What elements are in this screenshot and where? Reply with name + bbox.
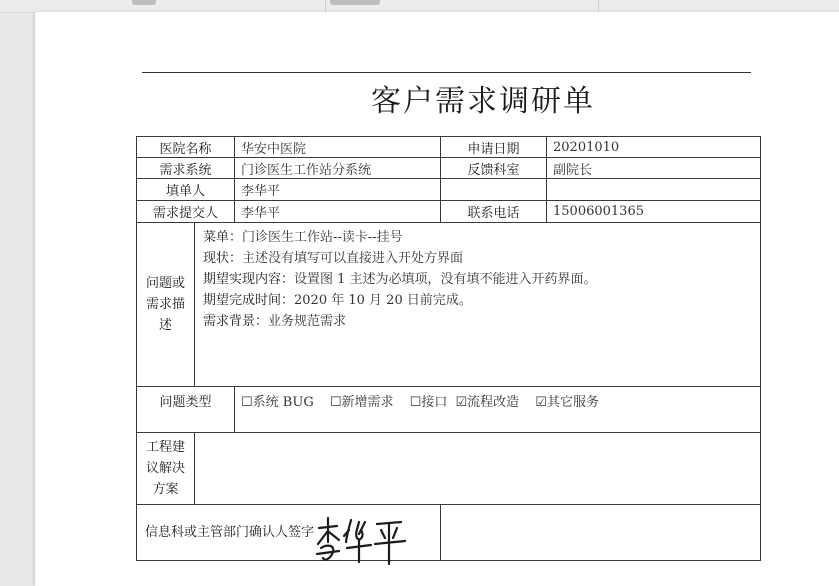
requirement-form-table	[136, 136, 761, 561]
option-other-service: ☑其它服务	[535, 395, 599, 410]
tab-handle[interactable]	[330, 0, 380, 5]
signature-label: 信息科或主管部门确认人签字	[137, 505, 441, 561]
problem-type-options	[235, 387, 761, 433]
tab-divider	[325, 0, 326, 12]
checkbox-checked-icon: ☑	[455, 395, 468, 410]
solution-value	[195, 433, 761, 505]
hospital-value: 华安中医院	[235, 137, 441, 158]
submitter-label: 需求提交人	[137, 201, 235, 223]
document-page	[35, 12, 839, 586]
filler-label: 填单人	[137, 179, 235, 201]
desc-line-expected: 期望实现内容：设置图 1 主述为必填项，没有填不能进入开药界面。	[203, 272, 597, 287]
problem-type-row	[137, 387, 761, 433]
handwritten-signature	[313, 512, 413, 566]
filler-value: 李华平	[235, 179, 441, 201]
signature-row	[137, 505, 761, 561]
desc-line-background: 需求背景：业务规范需求	[203, 314, 347, 329]
solution-label: 工程建议解决方案	[137, 433, 195, 505]
option-process-redesign: ☑流程改造	[455, 395, 520, 410]
desc-line-menu: 菜单：门诊医生工作站--读卡--挂号	[203, 230, 403, 245]
empty-label-cell	[441, 179, 547, 201]
phone-label: 联系电话	[441, 201, 547, 223]
form-row	[137, 158, 761, 179]
solution-row	[137, 433, 761, 505]
apply-date-label: 申请日期	[441, 137, 547, 158]
problem-type-label: 问题类型	[137, 387, 235, 433]
tab-divider	[598, 0, 599, 12]
problem-label: 问题或需求描述	[137, 223, 195, 387]
desc-line-deadline: 期望完成时间：2020 年 10 月 20 日前完成。	[203, 293, 472, 308]
problem-description	[195, 223, 761, 387]
form-row	[137, 179, 761, 201]
option-interface: ☐接口	[409, 395, 448, 410]
phone-value: 15006001365	[547, 201, 761, 223]
signature-cell	[441, 505, 761, 561]
form-row	[137, 201, 761, 223]
feedback-dept-label: 反馈科室	[441, 158, 547, 179]
tab-handle[interactable]	[132, 0, 156, 5]
checkbox-unchecked-icon: ☐	[329, 395, 342, 410]
apply-date-value: 20201010	[547, 137, 761, 158]
empty-value-cell	[547, 179, 761, 201]
option-new-requirement: ☐新增需求	[329, 395, 394, 410]
checkbox-unchecked-icon: ☐	[409, 395, 422, 410]
document-title: 客户需求调研单	[371, 84, 595, 119]
option-system-bug: ☐系统 BUG	[241, 395, 314, 410]
system-value: 门诊医生工作站分系统	[235, 158, 441, 179]
system-label: 需求系统	[137, 158, 235, 179]
form-row	[137, 137, 761, 158]
desc-line-status: 现状：主述没有填写可以直接进入开处方界面	[203, 251, 464, 266]
header-rule	[142, 72, 751, 73]
checkbox-unchecked-icon: ☐	[241, 395, 253, 410]
problem-row	[137, 223, 761, 387]
checkbox-checked-icon: ☑	[535, 395, 547, 410]
submitter-value: 李华平	[235, 201, 441, 223]
feedback-dept-value: 副院长	[547, 158, 761, 179]
hospital-label: 医院名称	[137, 137, 235, 158]
